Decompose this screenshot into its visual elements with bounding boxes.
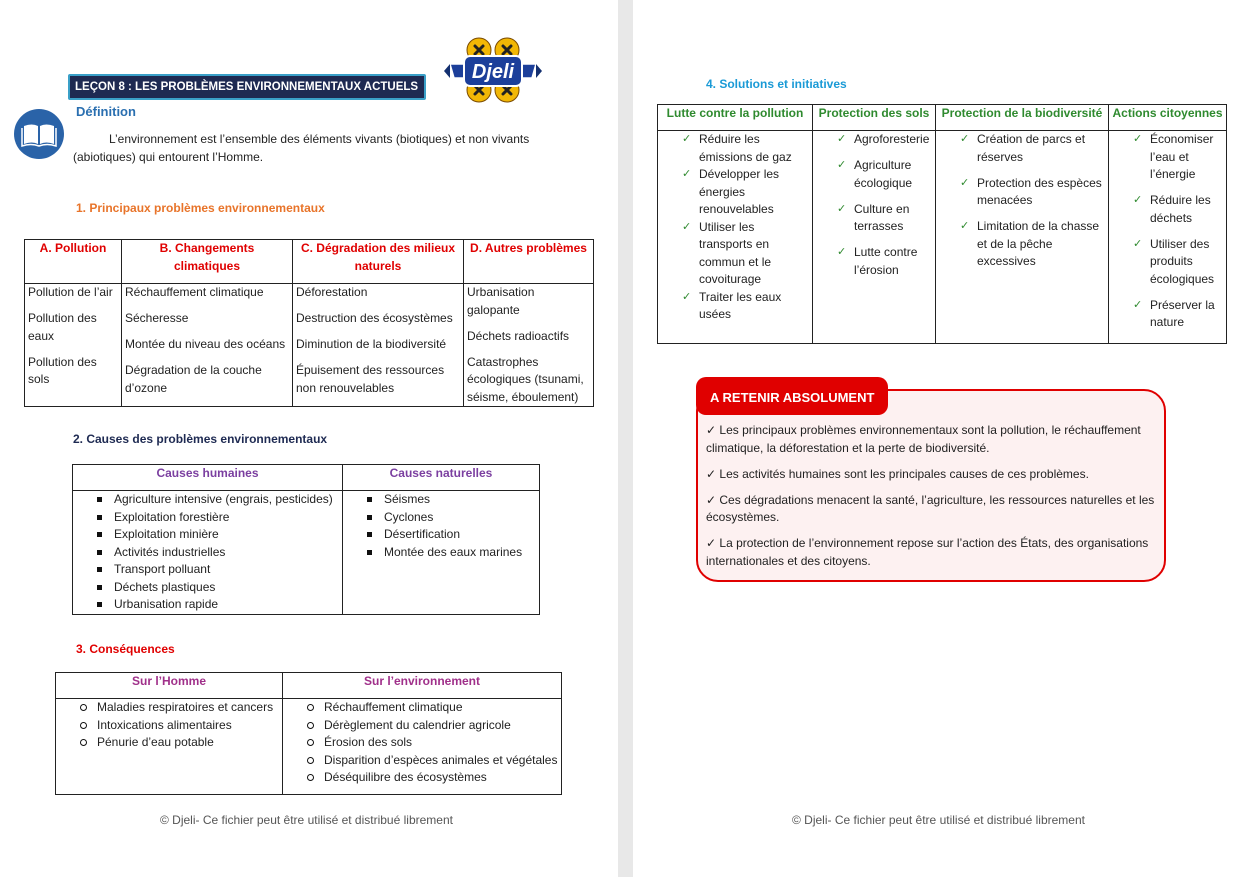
list-item: Pollution des sols (28, 354, 97, 386)
consequences-human-cell (56, 699, 283, 795)
solutions-header-citizens: Actions citoyennes (1109, 105, 1227, 131)
list-item: ✓ Préserver la nature (1109, 297, 1223, 332)
list-item: Montée des eaux marines (343, 544, 536, 562)
consequences-header-environment: Sur l’environnement (283, 673, 562, 699)
list-item: Pénurie d’eau potable (56, 734, 279, 752)
problems-col-pollution (25, 284, 122, 407)
page-1-footer: © Djeli- Ce fichier peut être utilisé et distribué librement (160, 813, 453, 827)
logo-text: Djeli (471, 61, 515, 83)
list-item: Déséquilibre des écosystèmes (283, 769, 558, 787)
problems-col-climate (122, 284, 293, 407)
causes-header-human: Causes humaines (73, 465, 343, 491)
list-item: Pollution de l’air (28, 285, 113, 299)
retain-title: A RETENIR ABSOLUMENT (696, 377, 888, 415)
section-2-title: 2. Causes des problèmes environnementaux (73, 432, 328, 446)
list-item: ✓ Agroforesterie (813, 131, 932, 149)
djeli-logo (444, 34, 542, 106)
list-item: Maladies respiratoires et cancers (56, 699, 279, 717)
retain-item: ✓ Ces dégradations menacent la santé, l’agriculture, les ressources naturelles et les écosystèmes. (706, 492, 1155, 524)
list-item: Urbanisation galopante (467, 285, 535, 317)
list-item: ✓ Création de parcs et réserves (936, 131, 1105, 166)
list-item: Catastrophes écologiques (tsunami, séisme, éboulement) (467, 354, 584, 404)
retain-item: ✓ La protection de l’environnement repose sur l’action des États, des organisations internationales et des citoyens. (706, 536, 1149, 568)
solutions-header-soils: Protection des sols (813, 105, 936, 131)
definition-title: Définition (76, 104, 136, 119)
list-item: Déforestation (296, 285, 368, 299)
solutions-table (657, 104, 1227, 344)
page-2-footer: © Djeli- Ce fichier peut être utilisé et distribué librement (792, 813, 1085, 827)
causes-table (72, 464, 540, 615)
list-item: Dégradation de la couche d’ozone (125, 363, 262, 395)
list-item: Désertification (343, 526, 536, 544)
list-item: Dérèglement du calendrier agricole (283, 717, 558, 735)
document-page-2 (633, 0, 1253, 877)
solutions-biodiversity-cell (936, 131, 1109, 344)
list-item: Déchets radioactifs (467, 328, 570, 343)
problems-table (24, 239, 594, 407)
list-item: Sécheresse (125, 311, 189, 325)
solutions-citizens-cell (1109, 131, 1227, 344)
problems-header-other: D. Autres problèmes (464, 240, 594, 284)
list-item: Exploitation forestière (73, 509, 339, 527)
document-page-1 (0, 0, 618, 877)
lesson-title: LEÇON 8 : LES PROBLÈMES ENVIRONNEMENTAUX ACTUELS (68, 74, 426, 100)
problems-header-pollution: A. Pollution (25, 240, 122, 284)
problems-col-degradation (293, 284, 464, 407)
list-item: ✓ Économiser l’eau et l’énergie (1109, 131, 1223, 184)
causes-natural-cell (343, 491, 540, 615)
list-item: ✓ Culture en terrasses (813, 201, 932, 236)
consequences-header-human: Sur l’Homme (56, 673, 283, 699)
list-item: Pollution des eaux (28, 311, 97, 343)
list-item: Réchauffement climatique (125, 285, 264, 299)
list-item: ✓ Développer les énergies renouvelables (658, 166, 809, 219)
list-item: Transport polluant (73, 561, 339, 579)
solutions-pollution-cell (658, 131, 813, 344)
list-item: Érosion des sols (283, 734, 558, 752)
solutions-header-pollution: Lutte contre la pollution (658, 105, 813, 131)
consequences-table (55, 672, 562, 795)
problems-col-other (464, 284, 594, 407)
list-item: Réchauffement climatique (283, 699, 558, 717)
list-item: Agriculture intensive (engrais, pesticides) (73, 491, 339, 509)
section-3-title: 3. Conséquences (76, 642, 175, 656)
list-item: Séismes (343, 491, 536, 509)
problems-header-degradation: C. Dégradation des milieux naturels (293, 240, 464, 284)
list-item: ✓ Utiliser des produits écologiques (1109, 236, 1223, 289)
list-item: Intoxications alimentaires (56, 717, 279, 735)
list-item: ✓ Limitation de la chasse et de la pêche excessives (936, 218, 1105, 271)
list-item: Montée du niveau des océans (125, 337, 286, 351)
list-item: Urbanisation rapide (73, 596, 339, 614)
definition-text (73, 131, 543, 166)
list-item: ✓ Lutte contre l’érosion (813, 244, 932, 279)
consequences-environment-cell (283, 699, 562, 795)
solutions-soils-cell (813, 131, 936, 344)
list-item: ✓ Agriculture écologique (813, 157, 932, 192)
list-item: Diminution de la biodiversité (296, 337, 447, 351)
list-item: ✓ Utiliser les transports en commun et le covoiturage (658, 219, 809, 289)
definition-text-content: L’environnement est l’ensemble des éléments vivants (biotiques) et non vivants (abiotiques) qui entourent l’Homme. (73, 132, 530, 164)
list-item: ✓ Protection des espèces menacées (936, 175, 1105, 210)
list-item: Exploitation minière (73, 526, 339, 544)
causes-header-natural: Causes naturelles (343, 465, 540, 491)
section-4-title: 4. Solutions et initiatives (706, 77, 847, 91)
list-item: Disparition d’espèces animales et végétales (283, 752, 558, 770)
list-item: Déchets plastiques (73, 579, 339, 597)
list-item: ✓ Réduire les émissions de gaz (658, 131, 809, 166)
causes-human-cell (73, 491, 343, 615)
list-item: Destruction des écosystèmes (296, 311, 453, 325)
list-item: ✓ Réduire les déchets (1109, 192, 1223, 227)
list-item: Cyclones (343, 509, 536, 527)
solutions-header-biodiversity: Protection de la biodiversité (936, 105, 1109, 131)
retain-list (706, 422, 1162, 579)
retain-item: ✓ Les principaux problèmes environnementaux sont la pollution, le réchauffement climatique, la déforestation et la perte de biodiversité. (706, 423, 1141, 455)
section-1-title: 1. Principaux problèmes environnementaux (76, 201, 325, 215)
retain-item: ✓ Les activités humaines sont les principales causes de ces problèmes. (706, 466, 1089, 481)
list-item: ✓ Traiter les eaux usées (658, 289, 809, 324)
list-item: Épuisement des ressources non renouvelables (296, 363, 445, 395)
list-item: Activités industrielles (73, 544, 339, 562)
problems-header-climate: B. Changements climatiques (122, 240, 293, 284)
book-icon (14, 109, 64, 159)
